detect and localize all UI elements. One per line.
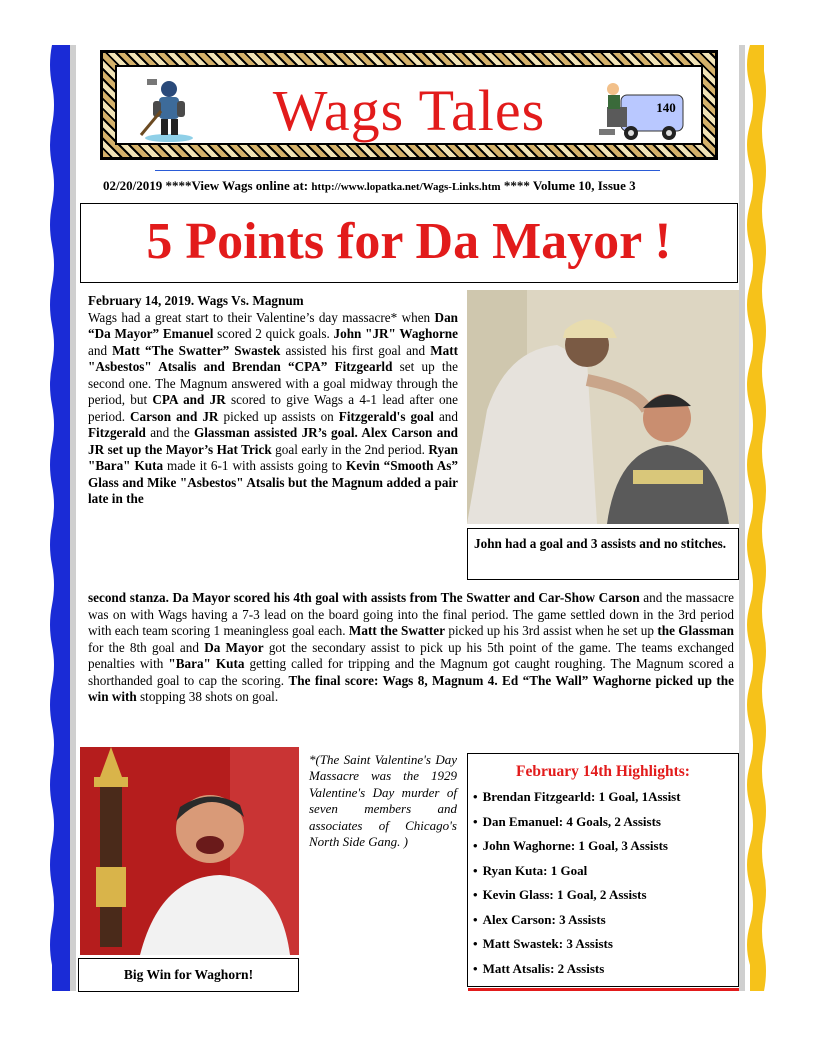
photo-john-and-player	[467, 290, 739, 524]
story-rest-column	[88, 590, 734, 706]
volume-issue: **** Volume 10, Issue 3	[500, 178, 636, 193]
dateline-prefix: ****View Wags online at:	[162, 178, 312, 193]
dateline	[103, 178, 723, 194]
photo2-caption: Big Win for Waghorn!	[78, 958, 299, 992]
newsletter-title: Wags Tales	[272, 78, 546, 143]
list-item: • Matt Swastek: 3 Assists	[473, 932, 738, 957]
masthead-inner	[115, 65, 703, 145]
photo1-caption: John had a goal and 3 assists and no stitches.	[467, 528, 739, 580]
valentines-massacre-note: *(The Saint Valentine's Day Massacre was the 1929 Valentine's Day murder of seven members and associates of Chicago's North Side Gang. )	[309, 752, 457, 850]
highlights-title: February 14th Highlights:	[516, 763, 690, 780]
story-top-column	[88, 293, 458, 508]
list-item: • Ryan Kuta: 1 Goal	[473, 859, 738, 884]
right-yellow-wave-bar	[744, 45, 768, 991]
list-item: • Dan Emanuel: 4 Goals, 2 Assists	[473, 810, 738, 835]
story-paragraph-top: Wags had a great start to their Valentine’s day massacre* when Dan “Da Mayor” Emanuel scored 2 quick goals. John "JR" Waghorne and Matt “The Swatter” Swastek assisted his first goal and Matt "Asbestos" Atsalis and Brendan “CPA” Fitzgearld set up the second one. The Magnum answered with a goal midway through the period, but CPA and JR scored to give Wags a 4-1 lead after one period. Carson and JR picked up assists on Fitzgerald's goal and Fitzgerald and the Glassman assisted JR’s goal. Alex Carson and JR set up the Mayor’s Hat Trick goal early in the 2nd period. Ryan "Bara" Kuta made it 6-1 with assists going to Kevin “Smooth As” Glass and Mike "Asbestos" Atsalis but the Magnum added a pair late in the	[88, 309, 459, 506]
headline-box	[80, 203, 738, 283]
list-item: • Brendan Fitzgearld: 1 Goal, 1Assist	[473, 785, 738, 810]
highlights-box	[467, 753, 739, 987]
photo-waghorne-trophy	[80, 747, 299, 955]
left-gray-stripe	[70, 45, 76, 991]
masthead-divider	[155, 170, 660, 171]
headline: 5 Points for Da Mayor !	[146, 213, 672, 270]
issue-date: 02/20/2019	[103, 178, 163, 193]
highlights-red-rule	[468, 988, 739, 991]
highlights-list	[468, 785, 738, 981]
wags-link[interactable]: http://www.lopatka.net/Wags-Links.htm	[311, 181, 501, 193]
left-blue-wave-bar	[48, 45, 70, 991]
story-dateline-title: February 14, 2019. Wags Vs. Magnum	[88, 293, 304, 308]
list-item: • John Waghorne: 1 Goal, 3 Assists	[473, 834, 738, 859]
issue-number: 140	[656, 100, 676, 115]
list-item: • Alex Carson: 3 Assists	[473, 908, 738, 933]
masthead	[100, 50, 718, 160]
story-paragraph-rest: second stanza. Da Mayor scored his 4th goal with assists from The Swatter and Car-Show Carson and the massacre was on with Wags having a 7-3 lead on the board going into the final period. The game settled down in the 3rd period with each team scoring 1 meaningless goal each. Matt the Swatter picked up his 3rd assist when he set up the Glassman for the 8th goal and Da Mayor got the secondary assist to pick up his 5th point of the game. The teams exchanged penalties with "Bara" Kuta getting called for tripping and the Magnum got caught roughing. The Magnum scored a shorthanded goal to cap the scoring. The final score: Wags 8, Magnum 4. Ed “The Wall” Waghorne picked up the win with stopping 38 shots on goal.	[88, 590, 734, 704]
list-item: • Matt Atsalis: 2 Assists	[473, 957, 738, 982]
list-item: • Kevin Glass: 1 Goal, 2 Assists	[473, 883, 738, 908]
